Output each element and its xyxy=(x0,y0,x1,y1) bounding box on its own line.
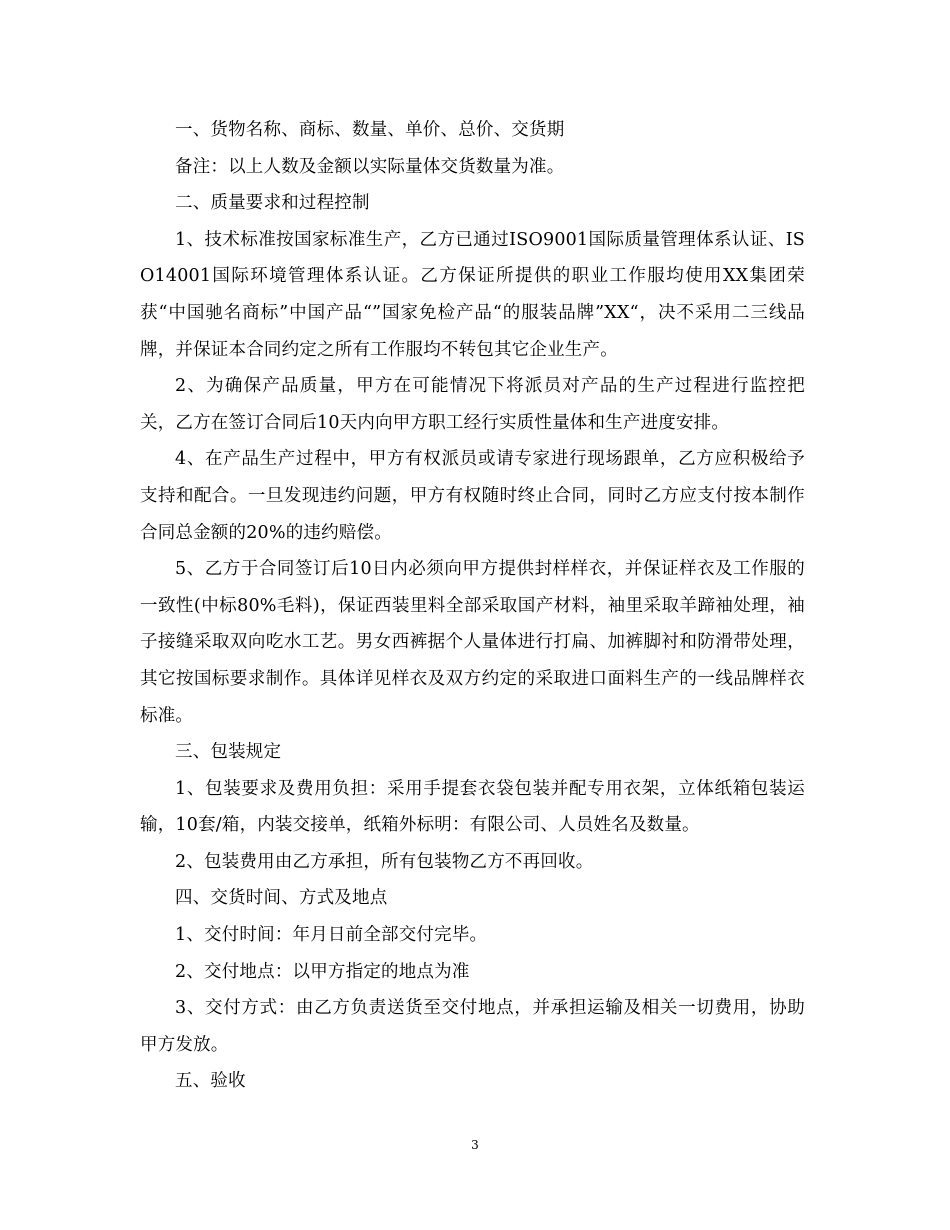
section-heading-packaging: 三、包装规定 xyxy=(175,742,282,763)
section-heading-goods: 一、货物名称、商标、数量、单价、总价、交货期 xyxy=(175,120,565,140)
clause-quality-2: 2、为确保产品质量，甲方在可能情况下将派员对产品的生产过程进行监控把关，乙方在签订合同后10天内向甲方职工经行实质性量体和生产进度安排。 xyxy=(140,376,805,433)
clause-packaging-1: 1、包装要求及费用负担：采用手提套衣袋包装并配专用衣架，立体纸箱包装运输，10套/箱，内装交接单，纸箱外标明：有限公司、人员姓名及数量。 xyxy=(140,778,805,836)
section-heading-acceptance: 五、验收 xyxy=(175,1071,246,1092)
clause-delivery-place: 2、交付地点：以甲方指定的地点为准 xyxy=(175,961,470,982)
section-heading-quality: 二、质量要求和过程控制 xyxy=(175,193,370,214)
clause-delivery-method: 3、交付方式：由乙方负责送货至交付地点，并承担运输及相关一切费用，协助甲方发放。 xyxy=(140,998,805,1055)
clause-quality-5: 5、乙方于合同签订后10日内必须向甲方提供封样样衣，并保证样衣及工作服的一致性(中标80%毛料)，保证西装里料全部采取国产材料，袖里采取羊蹄袖处理，袖子接缝采取双向吃水工艺。男女西裤据个人量体进行打扁、加裤脚衬和防滑带处理，其它按国标要求制作。具体详见样衣及双方约定的采取进口面料生产的一线品牌样衣标准。 xyxy=(140,559,805,726)
clause-delivery-time: 1、交付时间：年月日前全部交付完毕。 xyxy=(175,925,488,946)
clause-quality-1: 1、技术标准按国家标准生产，乙方已通过ISO9001国际质量管理体系认证、ISO14001国际环境管理体系认证。乙方保证所提供的职业工作服均使用XX集团荣获“中国驰名商标”中国产品“”国家免检产品“的服装品牌”XX“，决不采用二三线品牌，并保证本合同约定之所有工作服均不转包其它企业生产。 xyxy=(140,229,805,360)
document-body xyxy=(140,112,805,1100)
page-number: 3 xyxy=(471,1138,479,1152)
clause-quality-4: 4、在产品生产过程中，甲方有权派员或请专家进行现场跟单，乙方应积极给予支持和配合。一旦发现违约问题，甲方有权随时终止合同，同时乙方应支付按本制作合同总金额的20%的违约赔偿。 xyxy=(140,449,805,543)
clause-packaging-2: 2、包装费用由乙方承担，所有包装物乙方不再回收。 xyxy=(175,851,594,872)
note-paragraph: 备注：以上人数及金额以实际量体交货数量为准。 xyxy=(175,156,565,177)
section-heading-delivery: 四、交货时间、方式及地点 xyxy=(175,888,388,909)
